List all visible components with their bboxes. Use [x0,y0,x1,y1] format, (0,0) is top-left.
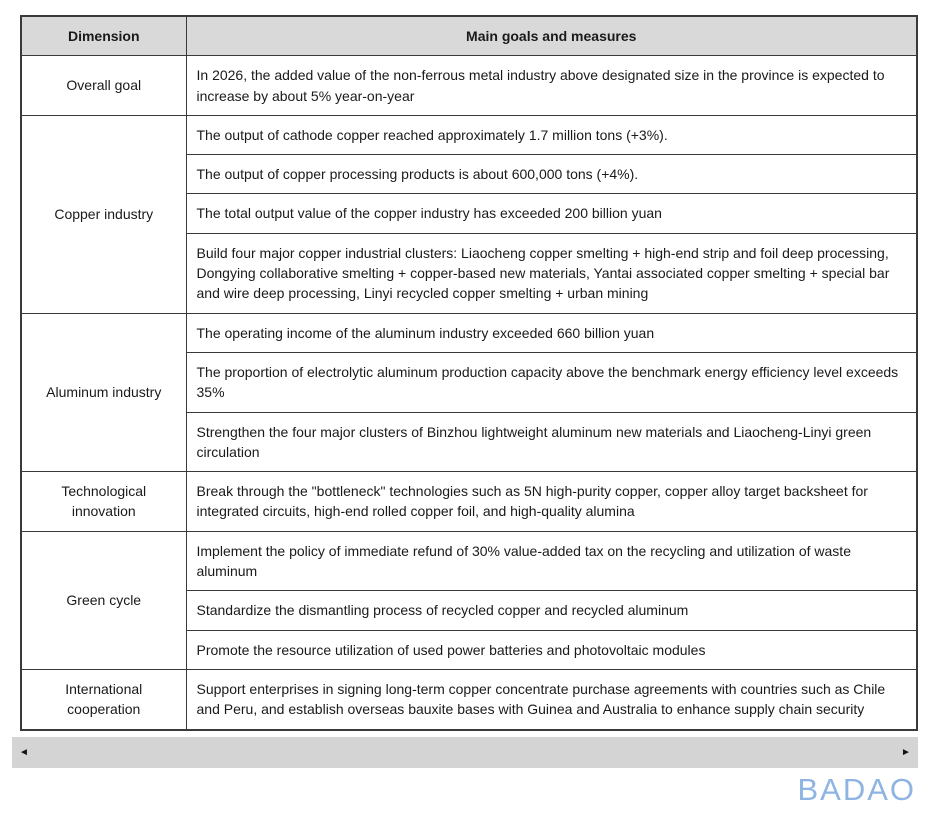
table-row [21,472,917,532]
table-row [21,669,917,729]
header-row [21,16,917,56]
table-row [21,56,917,116]
measure-cell: Standardize the dismantling process of recycled copper and recycled aluminum [186,591,917,630]
scroll-right-button[interactable] [894,737,918,768]
measure-cell: The output of cathode copper reached approximately 1.7 million tons (+3%). [186,115,917,154]
measure-cell: The total output value of the copper industry has exceeded 200 billion yuan [186,194,917,233]
goals-table [20,15,918,731]
dimension-cell: Overall goal [21,56,186,116]
goals-table-container [20,15,918,731]
measure-cell: Build four major copper industrial clusters: Liaocheng copper smelting + high-end strip and foil deep processing, Dongying collaborative smelting + copper-based new materials, Yantai associated copper smelting + special bar and wire deep processing, Linyi recycled copper smelting + urban mining [186,233,917,313]
table-row [21,531,917,591]
dimension-cell: Aluminum industry [21,313,186,471]
measure-cell: Support enterprises in signing long-term copper concentrate purchase agreements with countries such as Chile and Peru, and establish overseas bauxite bases with Guinea and Australia to enhance supply chain security [186,669,917,729]
dimension-cell: Green cycle [21,531,186,669]
measure-cell: In 2026, the added value of the non-ferrous metal industry above designated size in the province is expected to increase by about 5% year-on-year [186,56,917,116]
dimension-cell: Technological innovation [21,472,186,532]
table-row [21,115,917,154]
measure-cell: Break through the "bottleneck" technologies such as 5N high-purity copper, copper alloy target backsheet for integrated circuits, high-end rolled copper foil, and high-quality alumina [186,472,917,532]
measure-cell: Strengthen the four major clusters of Binzhou lightweight aluminum new materials and Liaocheng-Linyi green circulation [186,412,917,472]
horizontal-scrollbar[interactable] [12,737,918,768]
left-arrow-icon: ◄ [19,746,29,758]
measure-cell: Implement the policy of immediate refund of 30% value-added tax on the recycling and utilization of waste aluminum [186,531,917,591]
measure-cell: The output of copper processing products is about 600,000 tons (+4%). [186,155,917,194]
dimension-cell: Copper industry [21,115,186,313]
dimension-cell: International cooperation [21,669,186,729]
right-arrow-icon: ► [901,746,911,758]
table-row [21,313,917,352]
badao-watermark: BADAO [797,772,916,807]
scroll-left-button[interactable] [12,737,36,768]
col-header-dimension: Dimension [21,16,186,56]
measure-cell: Promote the resource utilization of used power batteries and photovoltaic modules [186,630,917,669]
col-header-measures: Main goals and measures [186,16,917,56]
measure-cell: The proportion of electrolytic aluminum production capacity above the benchmark energy efficiency level exceeds 35% [186,352,917,412]
measure-cell: The operating income of the aluminum industry exceeded 660 billion yuan [186,313,917,352]
